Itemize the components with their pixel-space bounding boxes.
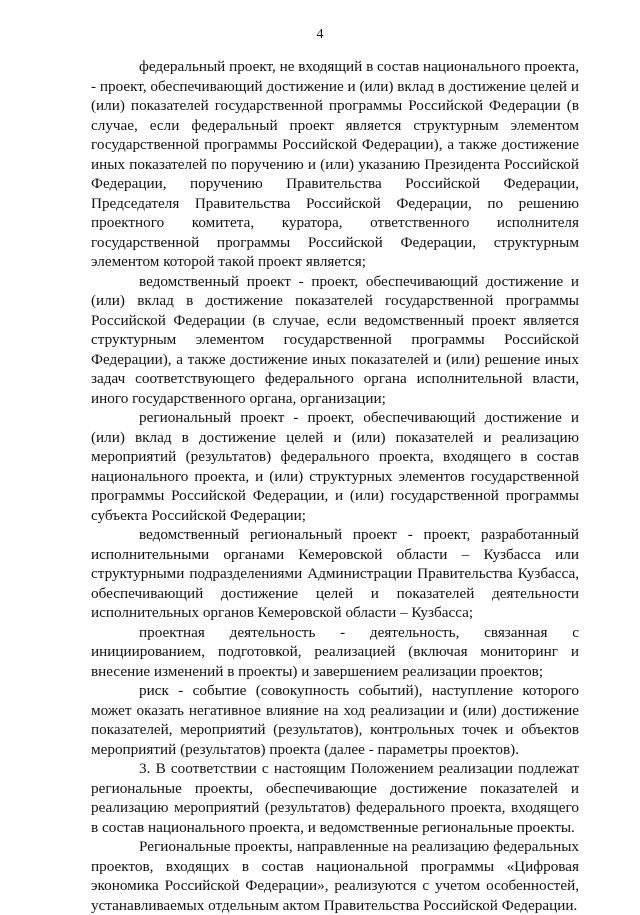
paragraph-risk: риск - событие (совокупность событий), наступление которого может оказать негативное влияние на ход реализации и (или) достижение показателей, мероприятий (результатов), контрольных точек и объектов мероприятий (результатов) проекта (далее - параметры проектов).: [91, 682, 579, 758]
paragraph-federal-project: федеральный проект, не входящий в состав национального проекта, - проект, обеспечивающий достижение и (или) вклад в достижение целей и (или) показателей государственной программы Российской Федерации (в случае, если федеральный проект является структурным элементом государственной программы Российской Федерации), а также достижение иных показателей по поручению и (или) указанию Президента Российской Федерации, поручению Правительства Российской Федерации, Председателя Правительства Российской Федерации, по решению проектного комитета, куратора, ответственного исполнителя государственной программы Российской Федерации, структурным элементом которой такой проект является;: [91, 58, 579, 270]
paragraph-departmental-regional-project: ведомственный региональный проект - проект, разработанный исполнительными органами Кемеровской области – Кузбасса или структурными подразделениями Администрации Правительства Кузбасса, обеспечивающий достижение целей и показателей деятельности исполнительных органов Кемеровской области – Кузбасса;: [91, 526, 579, 621]
paragraph-regional-project: региональный проект - проект, обеспечивающий достижение и (или) вклад в достижение целей и (или) показателей и реализацию мероприятий (результатов) федерального проекта, входящего в состав национального проекта, и (или) структурных элементов государственной программы Российской Федерации, и (или) государственной программы субъекта Российской Федерации;: [91, 409, 579, 524]
paragraph-project-activity: проектная деятельность - деятельность, связанная с инициированием, подготовкой, реализацией (включая мониторинг и внесение изменений в проекты) и завершением реализации проектов;: [91, 623, 579, 680]
paragraph-clause-3: 3. В соответствии с настоящим Положением реализации подлежат региональные проекты, обеспечивающие достижение показателей и реализацию мероприятий (результатов) федерального проекта, входящего в состав национального проекта, и ведомственные региональные проекты.: [91, 760, 579, 836]
paragraph-digital-economy: Региональные проекты, направленные на реализацию федеральных проектов, входящих в состав национальной программы «Цифровая экономика Российской Федерации», реализуются с учетом особенностей, устанавливаемых отдельным актом Правительства Российской Федерации.: [91, 838, 579, 914]
page-number: 4: [316, 27, 324, 42]
paragraph-departmental-project: ведомственный проект - проект, обеспечивающий достижение и (или) вклад в достижение показателей государственной программы Российской Федерации (в случае, если ведомственный проект является структурным элементом государственной программы Российской Федерации), а также достижение иных показателей и (или) решение иных задач соответствующего федерального органа исполнительной власти, иного государственного органа, организации;: [91, 272, 579, 407]
document-body: [91, 57, 579, 915]
